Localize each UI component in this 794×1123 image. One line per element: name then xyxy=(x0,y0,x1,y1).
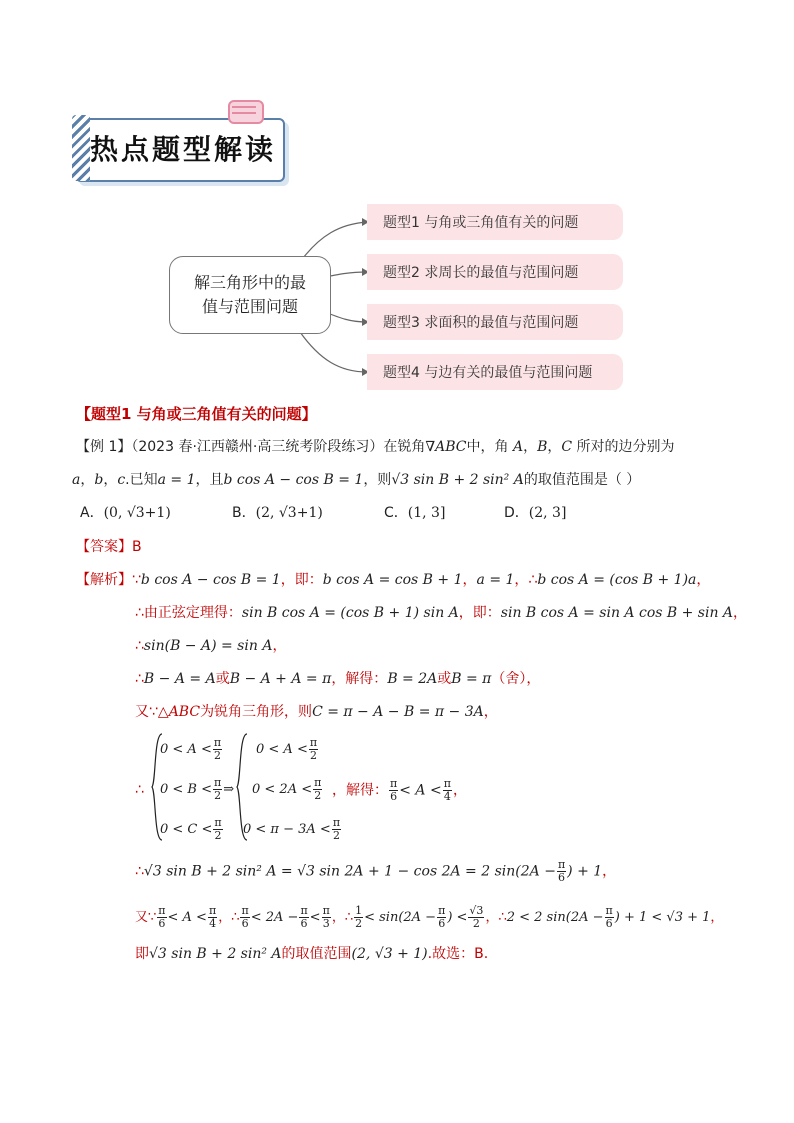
system-left-row-2 xyxy=(160,777,234,802)
analysis-math: 0 < C < xyxy=(160,822,213,837)
system-right-row-1 xyxy=(256,737,319,762)
frac-den: 2 xyxy=(355,917,363,930)
analysis-text: ，即： xyxy=(280,572,323,588)
option-a xyxy=(80,503,171,523)
system-left-row-1 xyxy=(160,737,223,762)
frac-num: π xyxy=(158,904,166,917)
mindmap-branch-1: 题型1 与角或三角值有关的问题 xyxy=(367,204,623,240)
frac-den: 6 xyxy=(605,917,613,930)
option-label: D． xyxy=(504,505,529,521)
analysis-text: ，∴ xyxy=(218,910,240,925)
option-label: A． xyxy=(80,505,104,521)
example-line-1: 【例 1】（2023 春·江西赣州·高三统考阶段练习）在锐角∇ABC中，角 A，B，C 所对的边分别为 xyxy=(76,439,675,455)
frac-den: 2 xyxy=(332,829,340,842)
pi-over-3 xyxy=(322,905,331,930)
frac-den: 2 xyxy=(214,829,222,842)
frac-den: 2 xyxy=(214,789,222,802)
pi-over-6 xyxy=(299,905,308,930)
frac-num: π xyxy=(309,736,318,749)
mindmap-center-line: 值与范围问题 xyxy=(201,297,298,316)
pi-over-4 xyxy=(208,905,217,930)
analysis-math: ) + 1 < √3 + 1 xyxy=(614,910,711,925)
analysis-text: ∴ xyxy=(135,782,144,798)
mindmap-branch-2: 题型2 求周长的最值与范围问题 xyxy=(367,254,623,290)
analysis-math: 2 < 2 sin(2A − xyxy=(506,910,604,925)
answer-value: B xyxy=(132,539,142,555)
analysis-math: 0 < B < xyxy=(160,782,213,797)
frac-num: π xyxy=(443,777,451,790)
analysis-text: 又∵ xyxy=(135,704,158,720)
example-text: 已知 xyxy=(129,472,158,488)
mindmap-branch-4: 题型4 与边有关的最值与范围问题 xyxy=(367,354,623,390)
analysis-text: ，∴ xyxy=(331,910,354,925)
pi-over-6 xyxy=(240,905,249,930)
analysis-text: （舍）， xyxy=(491,671,541,687)
analysis-line-4 xyxy=(135,669,540,689)
system-right-row-2 xyxy=(252,777,323,802)
pi-over-2 xyxy=(213,817,222,842)
analysis-math: sin B cos A = (cos B + 1) sin A xyxy=(241,605,459,621)
mindmap-branch-3: 题型3 求面积的最值与范围问题 xyxy=(367,304,623,340)
frac-den: 4 xyxy=(209,917,217,930)
pi-over-6 xyxy=(557,859,566,884)
frac-num: 1 xyxy=(355,904,363,917)
analysis-math: (2, √3 + 1) xyxy=(351,946,428,962)
analysis-math: ) + 1 xyxy=(567,863,603,880)
analysis-text: 又∵ xyxy=(135,910,157,925)
frac-num: π xyxy=(332,816,341,829)
frac-den: 6 xyxy=(158,917,166,930)
frac-den: 2 xyxy=(213,749,221,762)
implies-icon: ⇒ xyxy=(223,782,235,797)
analysis-math: sin B cos A = sin A cos B + sin A xyxy=(500,605,734,621)
frac-num: π xyxy=(300,904,308,917)
example-text: ，则 xyxy=(363,472,392,488)
section-heading: 【题型1 与角或三角值有关的问题】 xyxy=(76,405,317,423)
example-line-2: a，b，c.已知a = 1，且b cos A − cos B = 1，则√3 sin B + 2 sin² A的取值范围是（ ） xyxy=(72,472,641,488)
analysis-text: ，即： xyxy=(458,605,501,621)
example-source: （2023 春·江西赣州·高三统考阶段练习）在锐角 xyxy=(131,439,426,455)
analysis-text: .故选：B. xyxy=(427,946,489,962)
analysis-math: b cos A − cos B = 1 xyxy=(140,572,281,588)
analysis-text: ， xyxy=(733,605,748,621)
analysis-text: ， xyxy=(452,782,467,799)
frac-num: π xyxy=(557,858,566,871)
example-text: 中，角 xyxy=(466,439,509,455)
analysis-text: 的取值范围 xyxy=(281,946,352,962)
analysis-text: ， xyxy=(462,572,477,588)
frac-num: √3 xyxy=(469,904,484,917)
angle-b: B xyxy=(537,439,548,455)
pi-over-2 xyxy=(213,777,222,802)
answer-line xyxy=(76,537,142,557)
frac-num: π xyxy=(322,904,330,917)
analysis-text: ，解得： xyxy=(331,671,388,687)
frac-num: π xyxy=(208,904,217,917)
condition-b: b cos A − cos B = 1 xyxy=(223,472,364,488)
option-value: (0, √3+1) xyxy=(103,505,171,521)
analysis-math: △ABC xyxy=(157,704,201,720)
pi-over-6 xyxy=(157,905,166,930)
system-right-row-3 xyxy=(243,817,342,842)
option-b xyxy=(232,503,323,523)
analysis-math: < sin(2A − xyxy=(364,910,437,925)
pi-over-2 xyxy=(332,817,341,842)
analysis-tag: 【解析】 xyxy=(76,572,132,588)
analysis-text: 或 xyxy=(437,671,452,687)
analysis-text: ∴由正弦定理得： xyxy=(135,605,242,621)
target-expression: √3 sin B + 2 sin² A xyxy=(391,472,524,488)
condition-a: a = 1 xyxy=(157,472,196,488)
frac-den: 2 xyxy=(472,917,480,930)
example-text: ，且 xyxy=(195,472,224,488)
frac-num: π xyxy=(214,816,222,829)
analysis-text: ∴ xyxy=(135,863,144,880)
analysis-text: 为锐角三角形，则 xyxy=(200,704,313,720)
analysis-text: ， xyxy=(483,704,498,720)
angle-c: C xyxy=(561,439,573,455)
pi-over-6 xyxy=(605,905,614,930)
frac-den: 6 xyxy=(300,917,308,930)
analysis-text: ， xyxy=(602,863,617,880)
pi-over-2 xyxy=(213,737,222,762)
analysis-line-2 xyxy=(135,603,747,623)
analysis-math: B = 2A xyxy=(387,671,438,687)
analysis-line-1 xyxy=(76,570,710,590)
analysis-text: ， xyxy=(696,572,711,588)
analysis-math: 0 < π − 3A < xyxy=(243,822,331,837)
pi-over-6 xyxy=(437,905,446,930)
analysis-math: < A < xyxy=(399,782,442,799)
frac-den: 6 xyxy=(438,917,446,930)
side-a: a xyxy=(72,472,81,488)
analysis-text: 或 xyxy=(215,671,230,687)
analysis-math: 0 < A < xyxy=(160,742,212,757)
analysis-math: C = π − A − B = π − 3A xyxy=(312,704,484,720)
analysis-math: < xyxy=(309,910,321,925)
analysis-math: 0 < 2A < xyxy=(252,782,313,797)
triangle-symbol: ∇ABC xyxy=(425,439,467,455)
answer-tag: 【答案】 xyxy=(76,539,132,555)
frac-num: π xyxy=(213,736,222,749)
analysis-text: ， xyxy=(272,638,287,654)
example-text: 的取值范围是（ ） xyxy=(523,472,641,488)
analysis-text: ， xyxy=(710,910,724,925)
sqrt3-over-2 xyxy=(468,905,484,930)
example-text: 所对的边分别为 xyxy=(576,439,675,455)
analysis-math: B − A + A = π xyxy=(229,671,332,687)
analysis-text: ，∴ xyxy=(485,910,507,925)
frac-den: 6 xyxy=(390,790,398,803)
frac-num: π xyxy=(314,776,322,789)
analysis-math: √3 sin B + 2 sin² A = √3 sin 2A + 1 − cos 2A = 2 sin(2A − xyxy=(143,863,556,880)
analysis-math: sin(B − A) = sin A xyxy=(143,638,273,654)
option-label: B． xyxy=(232,505,256,521)
analysis-line-3 xyxy=(135,636,286,656)
mindmap-center-line: 解三角形中的最 xyxy=(193,273,306,292)
analysis-math: < A < xyxy=(167,910,207,925)
frac-num: π xyxy=(241,904,249,917)
analysis-line-7 xyxy=(135,859,616,884)
side-b: b xyxy=(94,472,104,488)
analysis-math: b cos A = cos B + 1 xyxy=(322,572,463,588)
side-c: c xyxy=(117,472,126,488)
analysis-text: ，解得： xyxy=(332,782,388,799)
analysis-line-9 xyxy=(135,944,488,964)
system-solution xyxy=(332,778,467,803)
analysis-text: ∴ xyxy=(135,671,144,687)
analysis-math: √3 sin B + 2 sin² A xyxy=(149,946,282,962)
system-left-row-3 xyxy=(160,817,224,842)
analysis-text: ∵ xyxy=(132,572,141,588)
frac-num: π xyxy=(390,777,398,790)
frac-den: 2 xyxy=(314,789,322,802)
option-value: (2, 3] xyxy=(528,505,567,521)
analysis-text: ∴ xyxy=(135,638,144,654)
analysis-line-8 xyxy=(135,905,723,930)
option-c xyxy=(384,503,445,523)
frac-den: 3 xyxy=(322,917,330,930)
analysis-text: ，∴ xyxy=(514,572,538,588)
pi-over-2 xyxy=(309,737,318,762)
frac-den: 6 xyxy=(558,871,566,884)
option-d xyxy=(504,503,566,523)
pi-over-2 xyxy=(313,777,322,802)
pi-over-4 xyxy=(443,778,452,803)
pi-over-6 xyxy=(389,778,398,803)
frac-den: 2 xyxy=(309,749,317,762)
analysis-math: B − A = A xyxy=(143,671,216,687)
frac-den: 6 xyxy=(241,917,249,930)
analysis-text: 即 xyxy=(135,946,149,962)
analysis-math: a = 1 xyxy=(476,572,515,588)
example-tag: 【例 1】 xyxy=(76,439,132,455)
frac-den: 4 xyxy=(443,790,451,803)
analysis-math: ) < xyxy=(447,910,468,925)
analysis-line-5 xyxy=(135,702,498,722)
frac-num: π xyxy=(605,904,613,917)
one-half xyxy=(354,905,363,930)
option-label: C． xyxy=(384,505,408,521)
frac-num: π xyxy=(438,904,446,917)
mindmap-center xyxy=(169,256,331,334)
page-title: 热点题型解读 xyxy=(90,133,277,166)
analysis-math: b cos A = (cos B + 1)a xyxy=(537,572,697,588)
angle-a: A xyxy=(512,439,524,455)
therefore-symbol xyxy=(135,780,144,800)
option-value: (1, 3] xyxy=(407,505,446,521)
frac-num: π xyxy=(214,776,222,789)
analysis-math: B = π xyxy=(451,671,492,687)
analysis-math: < 2A − xyxy=(250,910,299,925)
option-value: (2, √3+1) xyxy=(255,505,323,521)
analysis-math: 0 < A < xyxy=(256,742,308,757)
